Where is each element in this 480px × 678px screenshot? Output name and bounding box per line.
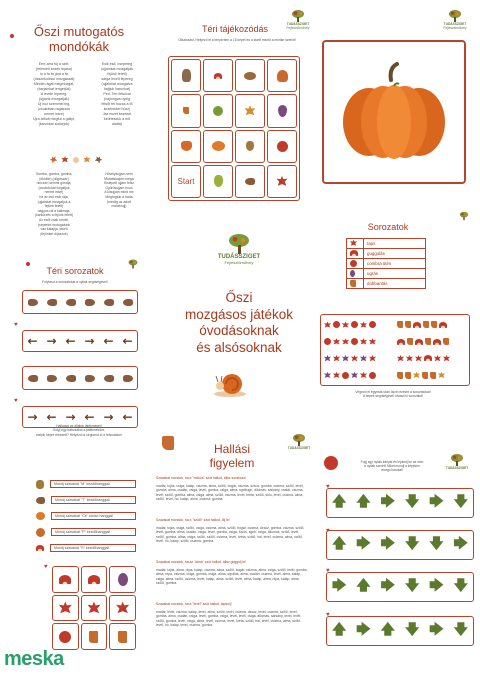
arrow-left-icon: ←	[65, 334, 76, 348]
sequence-row	[347, 269, 426, 279]
arrow-right-icon: 🡆	[429, 622, 444, 638]
logo	[286, 434, 312, 450]
arrow-right-icon: →	[84, 334, 95, 348]
grid-cell-boots	[171, 94, 201, 127]
listen-row-text: Mondj szavakat "T" kezdőhanggal!	[51, 496, 136, 504]
hedgehog-icon	[66, 375, 76, 382]
sequence-row-icons	[324, 335, 393, 349]
cover-title	[160, 290, 318, 356]
spatial-series-panel	[0, 250, 158, 440]
hearing-panel	[152, 428, 314, 678]
arrow-right-icon: 🡆	[429, 494, 444, 510]
arrow-down-icon: 🡇	[453, 578, 469, 594]
heart-icon: ♥	[44, 564, 48, 570]
spatial-series-subtitle: Folytasd a sorozatokat a nyilak segítségével!	[42, 280, 108, 284]
poem1-left: Erre-arra fúj a szél, (felemelt kezek fújása) lo a fa fa járd a fa (összekulcsol mozgással) Minden ágat megmozgat, (karjainkat lengetjük) A levele lepereg. (ujjaink mozgatják) Új hoz szemmel leg, (csukottan ragaszos nemet intve) Újra átfúdt megfut a gallyt, (karunkat sodorjuk)	[33, 62, 75, 126]
mushroom-icon	[36, 545, 44, 551]
sequence-item-label: guggolás	[364, 249, 426, 259]
spatial-instruction: Oldalozást. Helyezd el a tenyérben a 15 képet és a startt mezőt a mintán szerint!	[178, 38, 296, 42]
grid-cell-chestnut	[203, 94, 233, 127]
board-cell-mushroom	[81, 566, 108, 593]
listen-row-text: Mondj szavakat "Cs" utolsó hanggal!	[51, 512, 136, 520]
arrow-right-icon: 🡆	[331, 578, 347, 594]
heart-icon: ♥	[14, 398, 18, 404]
arrow-left-icon: ←	[27, 334, 38, 348]
arrows-panel	[318, 440, 480, 678]
hedgehog-icon	[85, 299, 95, 306]
hearing-title-line2: figyelem	[209, 456, 255, 470]
hedgehog-icon	[104, 375, 114, 382]
apple-illustration	[324, 456, 338, 470]
hedgehog-icon	[104, 299, 114, 306]
grid-cell-start	[171, 165, 201, 198]
hearing-title-line1: Hallási	[213, 442, 250, 456]
poems-title-line1: Őszi mutogatós	[33, 24, 125, 39]
listen-panel	[0, 424, 158, 678]
logo-name: TUDÁSSZIGET	[286, 22, 310, 26]
listen-row-text: Mondj szavakat "M" kezdőhanggal!	[50, 480, 136, 488]
boot-illustration	[162, 436, 174, 450]
logo-sub: Fejlesztőműhely	[443, 26, 467, 30]
poem2-left: Gomba, gomba, gomba, (ökölbe) (dögészár) nincsen semmi gondja, (csukolokat forgatjuk nemet intve) ha az eső esik rája, (ujjainkat mozgatjuk a fejünk felett) nagyos ral a kalimaja, (karkörzés a fejünk felett) Az esőt csak neveli, (sepertre mutogatunk van kalapja, tekeli (fejünket díjázzuk)	[34, 172, 74, 236]
cover-brand-sub: Fejlesztőműhely	[224, 260, 254, 265]
grid-cell-pumpkin	[203, 130, 233, 163]
arrow-card-1	[326, 488, 474, 518]
hedgehog-icon	[85, 375, 95, 382]
arrow-left-icon: ←	[84, 410, 95, 424]
sequence-row-icons	[324, 368, 393, 382]
sequence-row-icons	[397, 352, 466, 366]
listen-instruction: Hallgasd az állatok játékmesét! Golyj egy babzsákot a játékmezőre, melyik képre érkezett? Helyezd ot cégumot el a felsodaton!	[35, 424, 123, 437]
logo-tree-icon	[448, 10, 462, 22]
arrow-right-icon: 🡆	[453, 536, 469, 552]
grid-cell-apple	[267, 130, 297, 163]
hedgehog-row-1	[22, 290, 138, 314]
logo	[444, 454, 470, 470]
board-cell-mushroom	[52, 566, 79, 593]
start-label: Start	[177, 176, 195, 186]
poems-title-line2: mondókák	[49, 39, 109, 54]
hedgehog-icon	[123, 375, 133, 382]
arrow-down-icon: 🡇	[404, 622, 420, 638]
arrow-up-icon: 🡅	[331, 622, 347, 638]
arrow-left-icon: ←	[122, 410, 133, 424]
grid-cell-leaf	[235, 94, 265, 127]
grid-cell-grapes	[267, 94, 297, 127]
hedgehog-row-2	[22, 366, 138, 390]
arrow-down-icon: 🡇	[404, 578, 420, 594]
arrow-up-icon: 🡅	[380, 622, 396, 638]
cover-brand: TUDÁSSZIGET	[217, 254, 261, 260]
listen-row	[36, 476, 136, 492]
logo-tree-icon	[228, 234, 250, 254]
apple-icon	[350, 260, 357, 267]
arrow-left-icon: ←	[46, 410, 57, 424]
sequence-item-label: ugrás	[364, 269, 426, 279]
board-cell-grapes	[109, 566, 136, 593]
arrow-left-icon: ←	[122, 334, 133, 348]
sequence-row-icons	[397, 318, 466, 332]
grid-cell-pear	[203, 165, 233, 198]
grapes-icon	[350, 270, 355, 277]
arrow-right-icon: 🡆	[356, 622, 371, 638]
logo-tree-icon	[291, 10, 305, 22]
arrow-up-icon: 🡅	[331, 536, 347, 552]
sequence-row	[347, 239, 426, 249]
leaf-icon	[350, 240, 357, 247]
listen-row	[36, 508, 136, 524]
arrow-card-3	[326, 572, 474, 602]
poems-title	[0, 24, 158, 54]
grid-cell-nuts	[235, 59, 265, 92]
sequence-row	[347, 249, 426, 259]
heart-icon: ♥	[326, 484, 330, 490]
logo-name: TUDÁSSZIGET	[287, 446, 311, 450]
squirrel-icon	[36, 528, 45, 537]
poem2-right: Hüvelykujjam sem Mutatiskajom mega Kislépett ujjam felsz Gyűrűsujjam hozó A kisujjam mind me Megfogtuk a hada (mindig az adott mutatóujj)	[104, 172, 134, 209]
floral-decoration	[50, 150, 110, 160]
cover-panel	[160, 228, 318, 428]
arrow-up-icon: 🡅	[331, 494, 347, 510]
acorn-icon	[36, 480, 44, 489]
logo-name: TUDÁSSZIGET	[443, 22, 467, 26]
listen-row	[36, 524, 136, 540]
sequence-item-label: combra ütés	[364, 259, 426, 269]
hearing-title	[182, 442, 282, 470]
poems-panel	[0, 0, 158, 236]
heart-icon: ♥	[326, 612, 330, 618]
sequences-footnote: Végezd el egymás után őszin ezeket a sorozatokat! A képek segítségével olvasd ki sorozatot!	[355, 390, 431, 399]
hedgehog-icon	[47, 375, 57, 382]
board-cell-boot	[109, 623, 136, 650]
sequence-row-icons	[397, 368, 466, 382]
sequences-table	[346, 238, 426, 289]
hearing-intro-2: Szavakat mondok, ha a "szőlő" szót hallod, ülj le!	[156, 518, 230, 522]
cover-title-line4: és alsósoknak	[196, 339, 282, 355]
sequence-row-icons	[324, 352, 393, 366]
listen-list	[36, 476, 136, 556]
board-cell-leaf	[81, 595, 108, 622]
hedgehog-icon	[28, 375, 38, 382]
pumpkin-panel	[318, 0, 480, 200]
meska-watermark: meska	[4, 648, 64, 670]
arrow-down-icon: 🡇	[453, 494, 469, 510]
arrow-right-icon: 🡆	[380, 494, 396, 510]
heart-icon: ♥	[326, 568, 330, 574]
grid-cell-maple-leaf	[267, 165, 297, 198]
heart-icon: ♥	[14, 322, 18, 328]
poem1-right: Esik eső, csepereg (ujjainkat mozgatják fejünk felett) sárga levelt lepereg (ujjainkat mozgatva hajtjuk karunkat) Peri, Teri felsóval (hajlongva nyúlg felsőt fel húzza a fő kezéinkkel húzz) Jaz eszét kezeket beleteszük a mű alatta)	[101, 62, 133, 126]
listen-board	[52, 566, 136, 650]
hearing-text-1: madár, tojás, csiga, kalap, csizma, alma, szőlő, bogár, csizma, dzsúz, gomba, csizma, szőlő, levél, gomba, alma, csalán, csiga, levél, gomba, csiga, alma, ugribugri, állomás, sárkány, csalár, csizma, levél, szőlő, gomba, alma, csiga, alma, szőlő, csizma, levél, kréta, szőlő, sulu, levél, csizma, alma, szőlő, levél, hó, kalap, alma, csizma, gomba.	[156, 484, 304, 502]
arrow-right-icon: 🡆	[356, 536, 371, 552]
arrow-right-icon: →	[46, 334, 57, 348]
hedgehog-icon	[28, 299, 38, 306]
cover-title-line1: Őszi	[225, 290, 253, 305]
snail-icon	[212, 370, 248, 398]
listen-row-text: Mondj szavakat "S" kezdőhanggal!	[50, 544, 136, 552]
heart-icon: ♥	[326, 528, 330, 534]
arrow-down-icon: 🡇	[404, 536, 420, 552]
arrow-left-icon: ←	[103, 334, 114, 348]
spatial-title: Téri tájékozódás	[201, 24, 269, 34]
arrow-up-icon: 🡅	[356, 494, 371, 510]
grid-cell-acorn	[235, 130, 265, 163]
sequence-row	[347, 279, 426, 289]
arrow-right-icon: 🡆	[380, 578, 396, 594]
hedgehog-icon	[66, 299, 76, 306]
spatial-panel	[160, 0, 315, 228]
sequence-row-icons	[324, 318, 393, 332]
board-cell-leaf	[109, 595, 136, 622]
grid-cell-owl	[171, 59, 201, 92]
arrow-right-icon: 🡆	[380, 536, 396, 552]
grid-cell-squirrel	[267, 59, 297, 92]
arrow-right-icon: →	[103, 410, 114, 424]
hearing-text-3: madár, tojás, alma, répa, kalap, csizma, alma, szőlő, bogár, csizma, alma, csiga, szőlő, levél, gomba, alma, répa, csizma, csiga, gomba, csiga, alma, ugrálás, alma, csalán, csizma, levél, alma, kalap, csiga, alma, szőlő, csizma, levél, kalap, alma, szőlő, levél, alma, kalap, alma, répa, kalap, alma, szőlő, gomba.	[156, 568, 308, 586]
board-cell-boot	[81, 623, 108, 650]
arrow-card-4	[326, 616, 474, 646]
grid-cell-mushroom	[203, 59, 233, 92]
logo-tree-icon	[292, 434, 306, 446]
arrow-down-icon: 🡇	[453, 622, 469, 638]
sequence-grid	[320, 314, 470, 386]
hearing-text-4: madár, levél, csizma, kalap, levél, alma, szőlő, levél, csizma, dzsúz, levél, csizma, szőlő, levél, gomba, alma, csalán, csiga, levél, gomba, csiga, levél, levél, csiga, állomás, sárkány, levél, levél, szőlő, gomba, levél, csiga, alma, levél, csizma, levél, kréta, szőlő, hal, levél, csizma, alma, szőlő, levél, hó, kalap, levél, csizma, gomba.	[156, 610, 302, 628]
arrow-row-1	[22, 330, 138, 352]
hearing-intro-4: Szavakat mondok, ha a "levél" szót hallod, tapsolj!	[156, 602, 232, 606]
arrow-right-icon: →	[65, 410, 76, 424]
listen-row-text: Mondj szavakat "P" kezdőhanggal!	[51, 528, 136, 536]
pumpkin-icon	[339, 62, 449, 162]
logo	[442, 10, 468, 30]
listen-row	[36, 492, 136, 508]
logo-tree-icon	[459, 212, 469, 220]
arrows-instruction: Fogj egy nyilas kártyát és lépkedj be az utón a nyilak szerint! Miket mondj a képeken mozgó karokat!	[360, 460, 424, 473]
boot-icon	[350, 280, 356, 287]
hedgehog-icon	[123, 299, 133, 306]
sequences-panel	[318, 210, 480, 425]
spatial-series-title: Téri sorozatok	[46, 266, 104, 276]
grid-cell-fox	[171, 130, 201, 163]
arrow-right-icon: 🡆	[429, 578, 444, 594]
sequence-row	[347, 259, 426, 269]
cover-title-line2: mozgásos játékok	[184, 306, 294, 322]
spatial-grid	[168, 56, 300, 201]
logo	[454, 210, 474, 222]
hearing-intro-3: Szavakat mondok, ha az "alma" szót hallod, állsz guggolj le!	[156, 560, 247, 564]
arrow-up-icon: 🡅	[356, 578, 371, 594]
sequence-item-label: dobbantás	[364, 279, 426, 289]
pumpkin-frame	[322, 40, 466, 184]
hearing-intro-1: Szavakat mondok, ha a "mókus" szót hallod, állsz sorakozz!	[156, 476, 247, 480]
listen-row	[36, 540, 136, 556]
arrow-down-icon: 🡇	[404, 494, 420, 510]
sequence-item-label: taps	[364, 239, 426, 249]
hedgehog-icon	[36, 497, 45, 504]
logo-sub: Fejlesztőműhely	[286, 26, 310, 30]
pumpkin-icon	[36, 512, 45, 520]
sequence-row-icons	[397, 335, 466, 349]
arrow-down-icon: 🡇	[429, 536, 444, 552]
sequences-title: Sorozatok	[367, 222, 409, 232]
cover-logo	[216, 234, 262, 265]
hedgehog-icon	[47, 299, 57, 306]
arrow-right-icon: →	[27, 410, 38, 424]
hearing-text-2: madár, tojás, csiga, szőlő, csiga, csizma, alma, szőlő, bogár, csizma, dzsúz, gomba, csizma, szőlő, levél, gomba, alma, csalán, csiga, levél, gomba, csiga, fúvós, sgrib, csiga, állomás, szőlő, levél, szőlő, gomba, alma, csiga, szőlő, szőlő, csizma, levél, kréta, szőlő, hal, levél, csizma, alma, szőlő, levél, hó, kalap, szőlő, csizma, gomba.	[156, 526, 305, 544]
cover-title-line3: óvodásoknak	[199, 323, 279, 338]
logo-name: TUDÁSSZIGET	[445, 466, 469, 470]
board-cell-leaf	[52, 595, 79, 622]
logo-tree-icon	[450, 454, 464, 466]
board-cell-apple	[52, 623, 79, 650]
arrow-card-2	[326, 530, 474, 560]
mushroom-icon	[350, 250, 358, 256]
grid-cell-hedgehog	[235, 165, 265, 198]
